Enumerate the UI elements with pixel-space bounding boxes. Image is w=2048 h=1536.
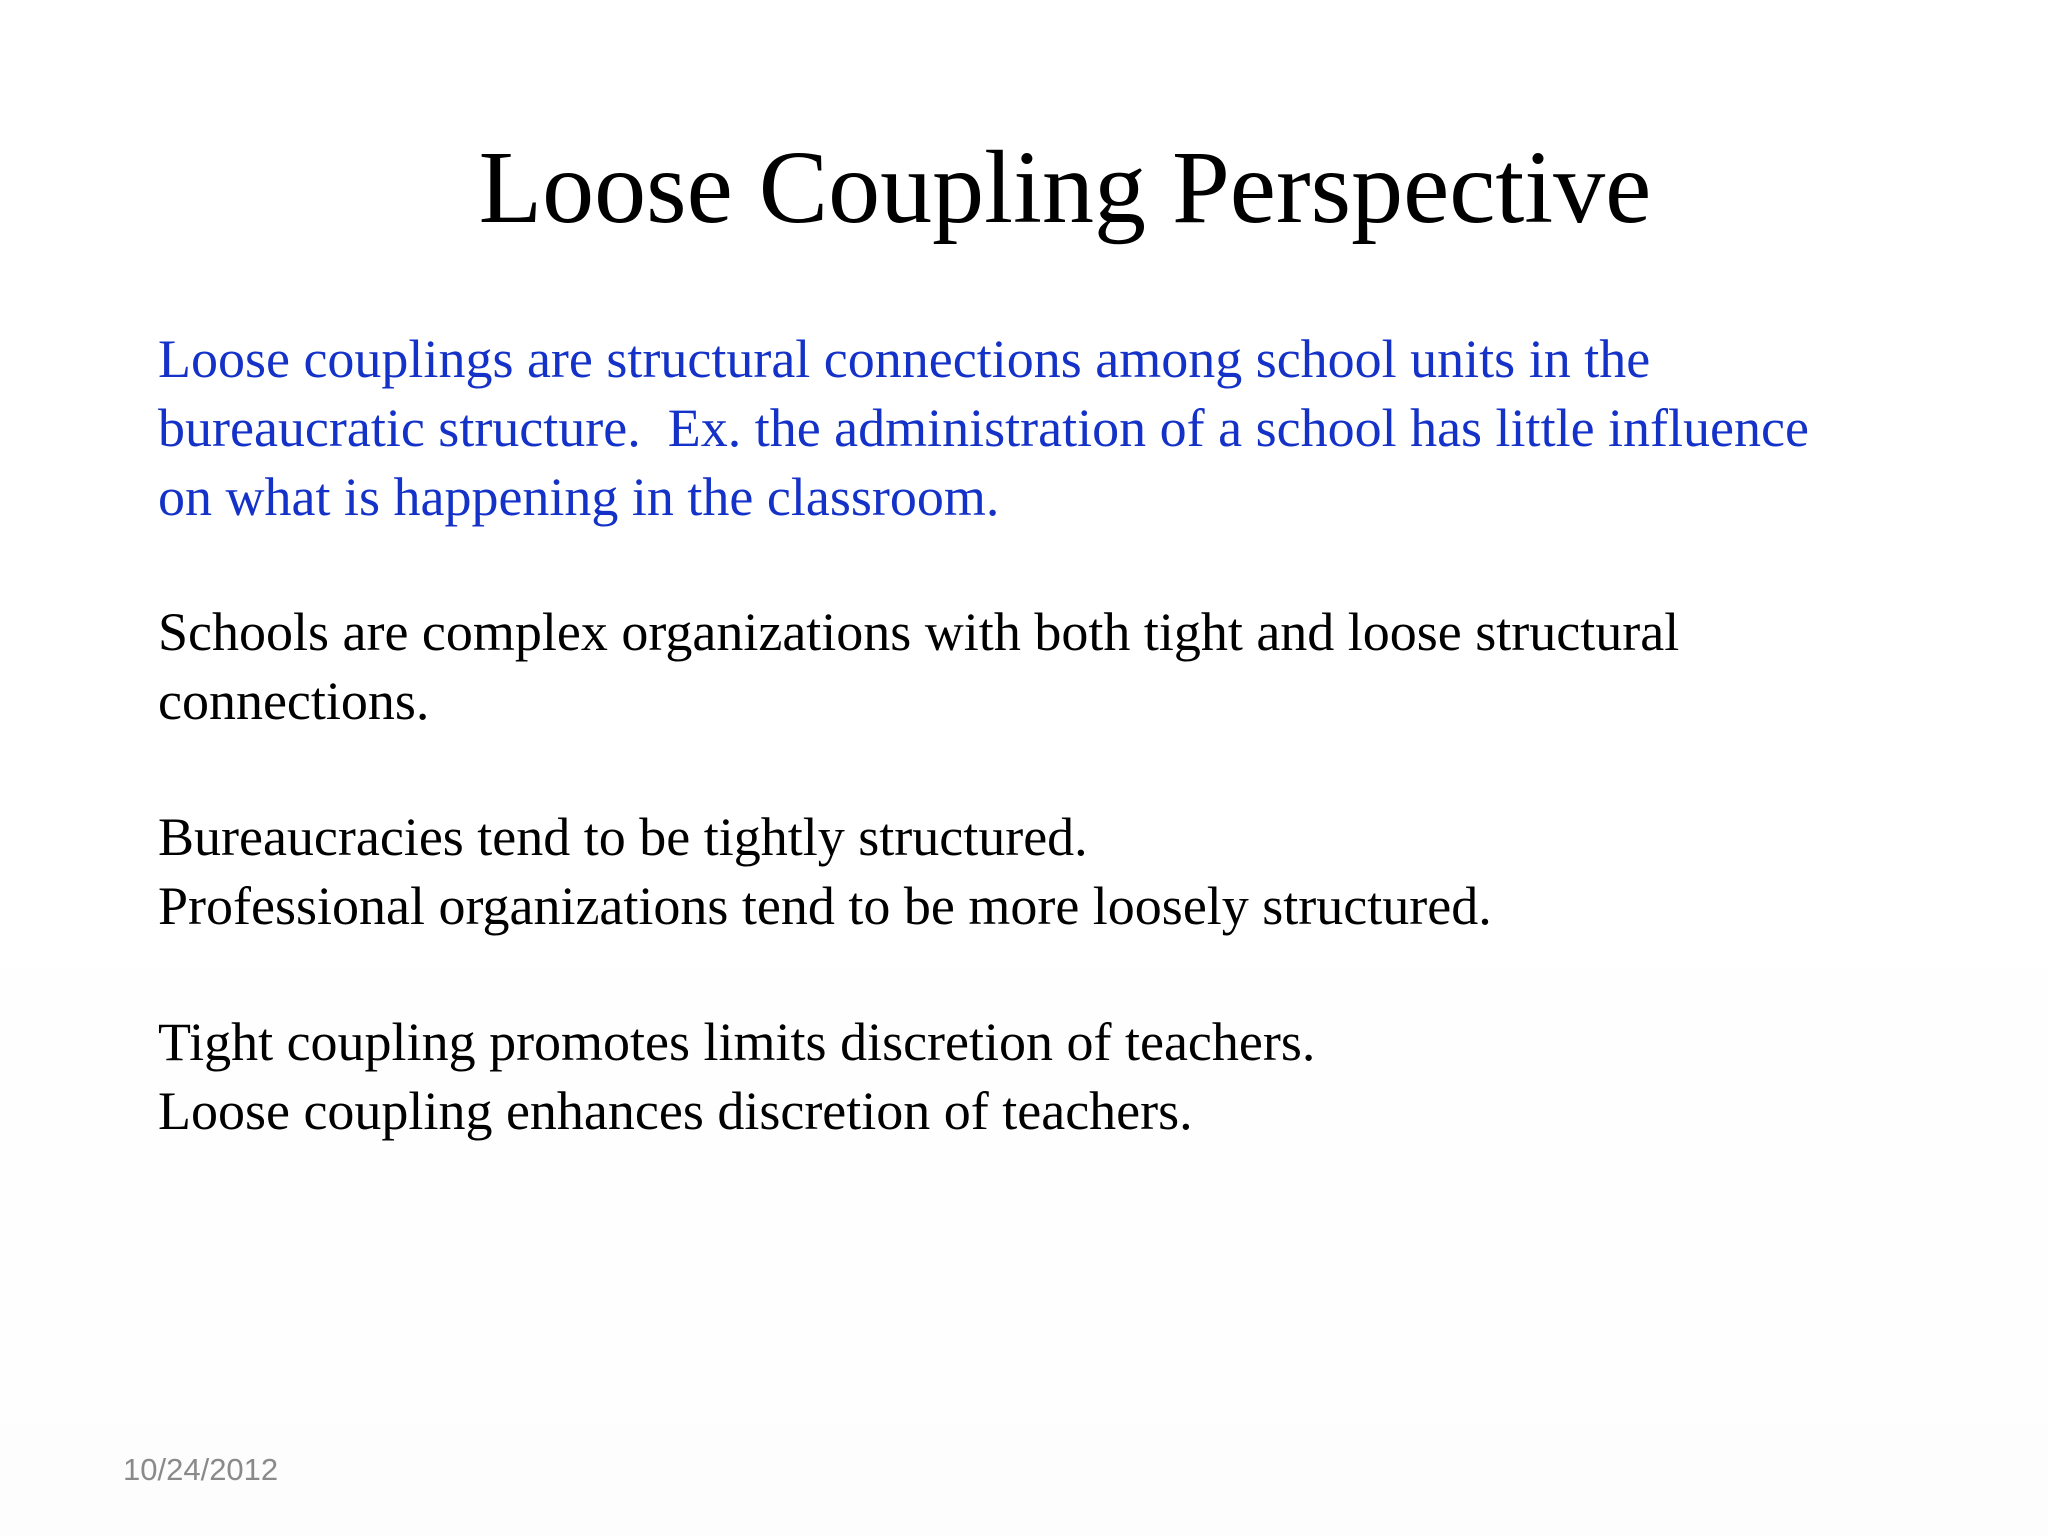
footer-date: 10/24/2012 [123,1452,279,1487]
paragraph-structure-types [158,803,1998,941]
paragraph-line: Schools are complex organizations with both tight and loose structural [158,602,1680,662]
slide-title: Loose Coupling Perspective [478,130,1652,245]
paragraph-line: Tight coupling promotes limits discretion of teachers. [158,1012,1316,1072]
paragraph-definition [158,325,1998,532]
paragraph-teacher-discretion [158,1008,1998,1146]
paragraph-line: on what is happening in the classroom. [158,467,1000,527]
paragraph-line: Bureaucracies tend to be tightly structured. [158,807,1088,867]
paragraph-line: connections. [158,671,430,731]
paragraph-line: bureaucratic structure. Ex. the administration of a school has little influence [158,398,1809,458]
paragraph-line: Loose coupling enhances discretion of teachers. [158,1081,1193,1141]
paragraph-line: Professional organizations tend to be more loosely structured. [158,876,1492,936]
paragraph-line: Loose couplings are structural connections among school units in the [158,329,1651,389]
paragraph-complex-organizations [158,598,1998,736]
